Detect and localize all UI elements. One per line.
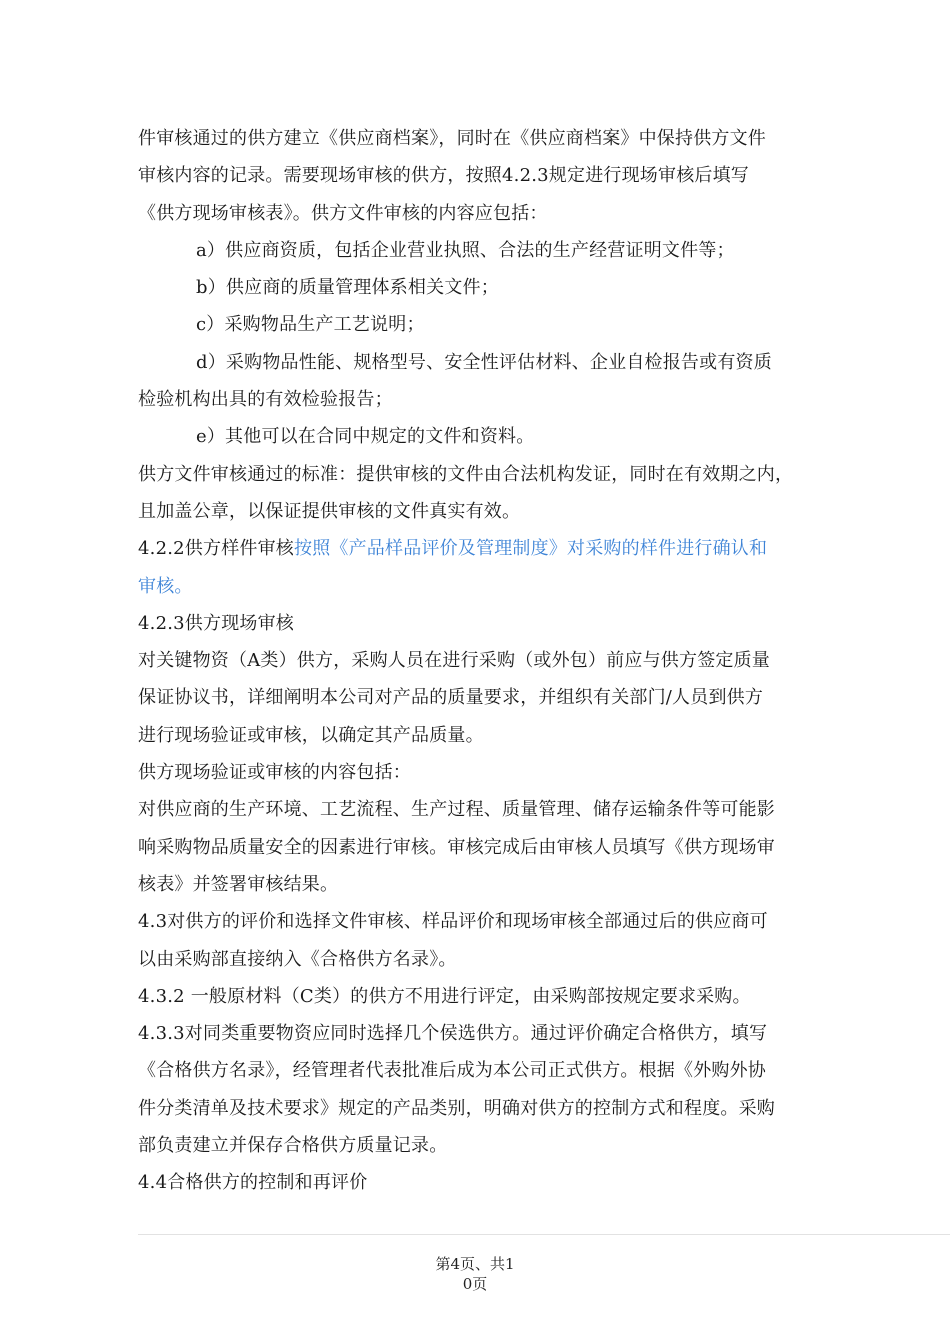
page-number-line-1: 第4页、共1 [435,1255,515,1273]
reference-link[interactable]: 按照《产品样品评价及管理制度》对采购的样件进行确认和 [294,538,768,560]
paragraph-line: 件审核通过的供方建立《供应商档案》，同时在《供应商档案》中保持供方文件 [138,128,766,149]
page-number-line-2: 0页 [462,1275,488,1293]
list-item-c: c）采购物品生产工艺说明； [196,314,425,336]
section-heading: 4.2.3供方现场审核 [138,612,294,634]
paragraph-line: 保证协议书，详细阐明本公司对产品的质量要求，并组织有关部门/人员到供方 [138,687,764,709]
paragraph-line: 响采购物品质量安全的因素进行审核。审核完成后由审核人员填写《供方现场审 [138,836,775,858]
paragraph-line: 《供方现场审核表》。供方文件审核的内容应包括： [138,202,548,224]
paragraph-line: 以由采购部直接纳入《合格供方名录》。 [138,948,457,970]
section-heading: 4.3.2 一般原材料（C类）的供方不用进行评定，由采购部按规定要求采购。 [138,985,751,1007]
paragraph-line: 件分类清单及技术要求》规定的产品类别，明确对供方的控制方式和程度。采购 [138,1097,775,1119]
section-heading: 4.2.2供方样件审核 [138,538,294,560]
list-item-d-continued: 检验机构出具的有效检验报告； [138,389,393,411]
paragraph-line: 对供应商的生产环境、工艺流程、生产过程、质量管理、储存运输条件等可能影 [138,799,775,821]
paragraph-line: 供方文件审核通过的标准：提供审核的文件由合法机构发证，同时在有效期之内， [138,463,794,485]
paragraph-line: 部负责建立并保存合格供方质量记录。 [138,1135,448,1157]
paragraph-line: 对关键物资（A类）供方，采购人员在进行采购（或外包）前应与供方签定质量 [138,650,770,672]
list-item-e: e）其他可以在合同中规定的文件和资料。 [196,426,535,448]
paragraph-line: 且加盖公章，以保证提供审核的文件真实有效。 [138,500,521,522]
paragraph-line: 审核内容的记录。需要现场审核的供方，按照4.2.3规定进行现场审核后填写 [138,165,749,187]
section-heading: 4.4合格供方的控制和再评价 [138,1172,368,1194]
reference-link-continued[interactable]: 审核。 [138,575,193,597]
paragraph-line: 进行现场验证或审核，以确定其产品质量。 [138,724,484,746]
paragraph-line: 《合格供方名录》，经管理者代表批准后成为本公司正式供方。根据《外购外协 [138,1060,766,1082]
footer-divider [138,1234,950,1235]
section-4-2-2 [138,530,818,567]
section-heading: 4.3.3对同类重要物资应同时选择几个侯选供方。通过评价确定合格供方，填写 [138,1023,768,1045]
section-heading: 4.3对供方的评价和选择文件审核、样品评价和现场审核全部通过后的供应商可 [138,911,768,933]
list-item-a: a）供应商资质，包括企业营业执照、合法的生产经营证明文件等； [196,239,735,261]
paragraph-line: 核表》并签署审核结果。 [138,873,339,895]
paragraph-line: 供方现场验证或审核的内容包括： [138,762,411,784]
list-item-d: d）采购物品性能、规格型号、安全性评估材料、企业自检报告或有资质 [196,351,772,373]
document-body [138,120,818,1202]
list-item-b: b）供应商的质量管理体系相关文件； [196,277,499,299]
